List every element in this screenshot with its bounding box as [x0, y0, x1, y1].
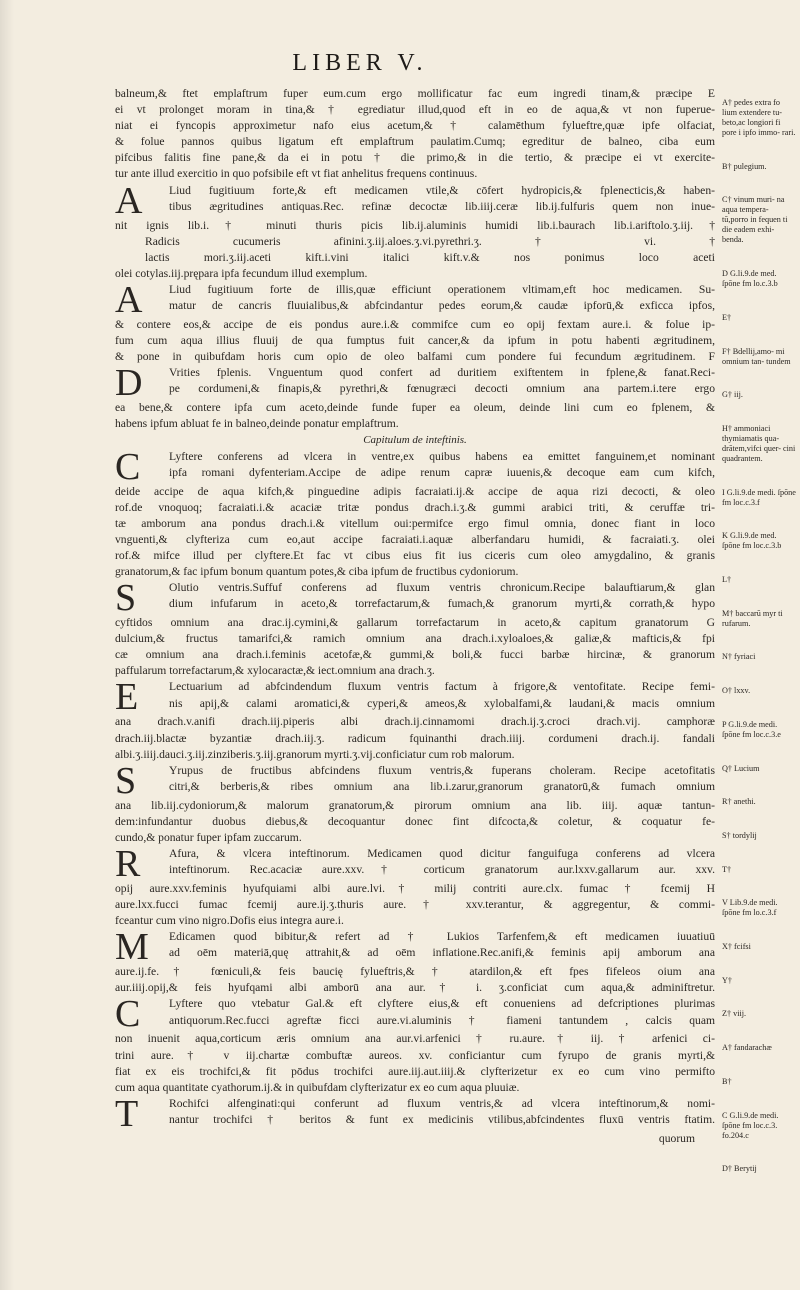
paragraph	[115, 580, 715, 615]
text-line: Liud fugitiuum forte de illis,quæ efficiunt operationem vltimam,eft hoc medicamen. Su-	[169, 282, 715, 296]
text-line: ei vt prolonget moram in tina,& † egrediatur illud,quod eft in eo de aqua,& vt non fuperue-	[115, 103, 715, 117]
margin-note: V Lib.9.de medi. ſpōne fm lo.c.3.f	[722, 898, 778, 918]
text-line: pifcibus falitis fine pane,& da ei in potu † die primo,& in die tertio, & præcipe ei vt exercite-	[115, 151, 715, 165]
text-line: Lyftere conferens ad vlcera in ventre,ex quibus habens ea emittet fanguinem,et nominant	[169, 449, 715, 463]
text-line: Liud fugitiuum forte,& eft medicamen vtile,& cōfert hydropicis,& fplenecticis,& haben-	[169, 183, 715, 197]
paragraph	[115, 1096, 715, 1131]
drop-capital: A	[115, 182, 143, 218]
text-line: granatorum,& fac ipfum bonum quantum potes,& ciba ipfum de fructibus cydoniorum.	[115, 564, 519, 578]
text-line: ad oēm materiā,quę attrahit,& ad oēm inflatione.Rec.anifi,& feminis apij amborum ana	[169, 946, 715, 960]
drop-capital: E	[115, 679, 139, 715]
main-text-column	[115, 86, 715, 1147]
text-line: antiquorum.Rec.fucci agreftæ ficci aure.vi.aluminis † fiameni tantundem , calcis quam	[169, 1013, 715, 1027]
margin-note: A† fandarachæ	[722, 1043, 772, 1053]
page-edge-shadow	[0, 0, 14, 1290]
text-line: Lyftere quo vtebatur Gal.& eft clyftere eius,& eft conueniens ad defcriptiones plurimas	[169, 997, 715, 1011]
running-head: LIBER V.	[292, 50, 428, 76]
text-line: nit ignis lib.i.† minuti thuris picis lib.ij.aluminis humidi lib.i.baurach lib.i.ariftolo.ʒ.iij.†	[115, 218, 715, 232]
paragraph	[115, 929, 715, 964]
text-line: balneum,& ftet emplaftrum fuper eum.cum ergo mollificatur fac eum ingredi tinam,& præcipe E	[115, 87, 715, 100]
text-line: rof.de vnoquoq; facraiati.i.& acaciæ tritæ pondus drach.i.ʒ.& gummi arabici triti, & ceruffæ tri-	[115, 500, 715, 514]
text-line: inteftinorum. Rec.acaciæ aure.xxv.† corticum granatorum aur.lxxv.gallarum aur. xxv.	[169, 863, 715, 877]
margin-note: Y†	[722, 975, 733, 985]
text-line: Radicis cucumeris afinini.ʒ.iij.aloes.ʒ.vi.pyrethri.ʒ. † vi. †	[145, 234, 715, 248]
text-line: nis apij,& calami aromatici,& cyperi,& ameos,& xylobalfami,& laudani,& macis omnium	[169, 696, 715, 710]
margin-note: G† iij.	[722, 390, 743, 400]
drop-capital: C	[115, 996, 141, 1032]
margin-note: K G.li.9.de med. ſpōne fm loc.c.3.b	[722, 531, 782, 551]
text-line: aure.lxx.fucci fumac fcemij aure.ij.ʒ.thuris aure.† xxv.terantur, & aggregentur, & commi-	[115, 898, 715, 912]
catchword: quorum	[658, 1131, 695, 1145]
paragraph	[115, 846, 715, 881]
margin-note: E†	[722, 312, 732, 322]
chapter-heading: Capitulum de inteftinis.	[363, 434, 467, 447]
paragraph	[115, 679, 715, 714]
text-line: citri,& berberis,& ribes omnium ana lib.i.zarur,granorum granatorū,& fumach omnium	[169, 779, 715, 793]
text-line: Olutio ventris.Suffuf conferens ad fluxum ventris chronicum.Recipe balauftiarum,& glan	[169, 581, 715, 595]
drop-capital: S	[115, 580, 137, 616]
paragraph	[115, 449, 715, 484]
margin-note: P G.li.9.de medi. ſpōne fm loc.c.3.e	[722, 719, 781, 739]
text-line: & pone in quibufdam horis cum opio de oleo balfami cum pondere fui fecundum ægritudinem. F	[115, 350, 715, 364]
margin-note: F† Bdellij,amo- mi omnium tan- tundem	[722, 346, 791, 366]
text-line: albi.ʒ.iiij.dauci.ʒ.iij.zinziberis.ʒ.iij.granorum myrti.ʒ.vij.conficiatur cum rob malorum.	[115, 747, 515, 761]
text-line: & contere eos,& accipe de eis pondus aure.i.& commifce cum eo opij fextam aure.i. & folue ip-	[115, 317, 715, 331]
paragraph	[115, 282, 715, 317]
text-line: tæ amborum ana pondus drach.i.& vitellum oui:permifce ergo fimul omnia, donec fiant in loco	[115, 516, 715, 530]
text-line: non inuenit aqua,corticum æris omnium ana aur.vi.arfenici † ru.aure.† iij. † arfenici ci-	[115, 1032, 715, 1046]
text-line: cæ omnium ana drach.i.feminis acetofæ,& gummi,& boli,& fucci barbæ hircinæ, & granorum	[115, 648, 715, 662]
text-line: tibus ægritudines antiquas.Rec. refinæ decoctæ lib.iiij.ceræ lib.ij.fulfuris quem non inue-	[169, 199, 715, 213]
text-line: pe cordumeni,& finapis,& pyrethri,& fœnugræci decocti omnium ana partem.i.tere ergo	[169, 382, 715, 396]
text-line: dem:infundantur duobus diebus,& decoquantur donec fint difcocta,& coletur, & coquatur fe-	[115, 814, 715, 828]
paragraph	[115, 183, 715, 218]
paragraph	[115, 365, 715, 400]
margin-note: S† tordylij	[722, 830, 757, 840]
margin-note: T†	[722, 864, 732, 874]
text-line: dium infufarum in aceto,& torrefactarum,& fumach,& granorum myrti,& corrath,& hypo	[169, 597, 715, 611]
text-line: Vrities fplenis. Vnguentum quod confert ad duritiem exiftentem in fplene,& fanat.Reci-	[169, 366, 715, 380]
text-line: fum cum aqua illius fluuij de qua fumptus fuit cancer,& da ipfum in potu habenti ægritudinem,	[115, 334, 715, 348]
text-line: ipfa romani dyfenteriam.Accipe de adipe renum capræ iuuenis,& decoque eam cum kifch,	[169, 465, 715, 479]
text-line: ea bene,& contere ipfa cum aceto,deinde funde fuper ea oleum, deinde lini cum eo fplenem, &	[115, 401, 715, 415]
margin-note: L†	[722, 575, 732, 585]
text-line: cum aqua quantitate cyathorum.ij.& in quibufdam clyfterizatur ex eo cum aqua pluuiæ.	[115, 1080, 520, 1094]
text-line: tur ante illud exercitio in quo pofsibile eft vt fiat anhelitus frequens continuus.	[115, 167, 478, 181]
text-line: Afura, & vlcera inteftinorum. Medicamen quod dicitur fanguifuga conferens ad vlcera	[169, 847, 715, 860]
margin-note: Q† Lucium	[722, 763, 760, 773]
margin-note: X† fcifsi	[722, 942, 751, 952]
text-line: cundo,& ponatur fuper ipfam zuccarum.	[115, 830, 302, 844]
margin-note: D† Berytij	[722, 1164, 757, 1174]
text-line: nantur trochifci † beritos & funt ex medicinis vtilibus,abfcindentes fluxū ventris ftatim.	[169, 1112, 715, 1126]
margin-note: B† pulegium.	[722, 161, 767, 171]
margin-note: H† ammoniaci thymiamatis qua- drātem,vifci quer- cini quadrantem.	[722, 423, 796, 463]
text-line: rof.& mifce illud per clyftere.Et fac vt cibus eius fit ius ciceris cum oleo amygdalino, & granis	[115, 548, 715, 562]
text-line: niat ei fyncopis approximetur nafo eius acetum,& † calamēthum fylueftre,quæ ipfe olfaciat,	[115, 119, 715, 133]
text-line: dulcium,& fructus tamarifci,& ramich omnium ana drach.i.xyloaloes,& galiæ,& mafticis,& fpi	[115, 632, 715, 646]
text-line: cyftidos omnium ana drac.ij.cymini,& gallarum torrefactarum in aceto,& capitum granatorum G	[115, 616, 715, 630]
text-line: drach.iij.blactæ byzantiæ drach.iij.ʒ. radicum fquinanthi drach.iiij. cordumeni drach.ij. fandali	[115, 731, 715, 745]
text-line: lactis mori.ʒ.iij.aceti kift.i.vini italici kift.v.& nos ponimus loco aceti	[145, 250, 715, 264]
margin-note: A† pedes extra fo lium extendere tu- beto,ac longiori fi pore i ipfo immo- rari.	[722, 98, 796, 137]
drop-capital: S	[115, 762, 137, 798]
margin-note: C G.li.9.de medi. ſpōne fm loc.c.3. fo.204.c	[722, 1110, 779, 1140]
text-line: Edicamen quod bibitur,& refert ad † Lukios Tarfenfem,& eft medicamen iuuatiuū	[169, 930, 715, 944]
text-line: paffularum torrefactarum,& xylocaractæ,& iect.omnium ana drach.ʒ.	[115, 664, 435, 678]
text-line: olei cotylas.iij.prępara ipfa fecundum illud exemplum.	[115, 266, 368, 280]
drop-capital: T	[115, 1095, 139, 1131]
margin-note: C† vinum muri- na aqua tempera- tū,porro in fequen ti die eadem exhi- benda.	[722, 195, 788, 245]
text-line: ana lib.iij.cydoniorum,& malorum granatorum,& pirorum omnium ana lib. iiij. aquæ tantun-	[115, 798, 715, 812]
margin-note: R† anethi.	[722, 797, 756, 807]
text-line: fiat ex eis trochifci,& fit pōdus trochifci aure.iij.aut.iiij.& clyfterizetur ex eo cum vino permifto	[115, 1064, 715, 1078]
text-line: Lectuarium ad abfcindendum fluxum ventris factum à frigore,& ventofitate. Recipe femi-	[169, 680, 715, 694]
margin-note: D G.li.9.de med. ſpōne fm lo.c.3.b	[722, 269, 778, 289]
text-line: Yrupus de fructibus abfcindens fluxum ventris,& fuperans choleram. Recipe acetofitatis	[169, 763, 715, 777]
text-line: opij aure.xxv.feminis hyufquiami albi aure.lvi.† milij contriti aure.clx. fumac † fcemij H	[115, 882, 715, 895]
text-line: ana drach.v.anifi drach.iij.piperis albi drach.ij.cinnamomi drach.ij.ʒ.croci drach.vij. camphoræ	[115, 715, 715, 729]
text-line: aur.iiij.opij,& feis hyufqami albi amborū ana aur.† i. ʒ.conficiat cum aqua,& adminiftretur.	[115, 981, 715, 995]
paragraph	[115, 763, 715, 798]
drop-capital: A	[115, 281, 143, 317]
text-line: trini aure.† v iij.chartæ combuftæ aureos. xv. conficiantur cum fyrupo de granis myrti,&	[115, 1048, 715, 1062]
text-line: fceantur cum vino nigro.Dofis eius integra aure.i.	[115, 914, 344, 928]
text-line: aure.ij.fe.† fœniculi,& feis baucię fylueftris,& † atardilon,& eft fpes fifeleos oium ana	[115, 965, 715, 979]
drop-capital: R	[115, 846, 141, 881]
margin-note: B†	[722, 1076, 732, 1086]
margin-note: O† lxxv.	[722, 686, 751, 696]
paragraph	[115, 996, 715, 1031]
drop-capital: M	[115, 929, 149, 965]
drop-capital: D	[115, 365, 143, 401]
text-line: vnguenti,& clyfteriza cum eo,aut accipe facraiati.i.aquæ alberfandaru humidi, & facraiati.ʒ. olei	[115, 532, 715, 546]
text-line: deide accipe de aqua kifch,& pinguedine adipis facraiati.ij.& accipe de aqua rizi decocti, & oleo	[115, 484, 715, 498]
text-line: habens ipfum abluat fe in balneo,deinde ponatur emplaftrum.	[115, 417, 399, 431]
margin-note: Z† viij.	[722, 1009, 747, 1019]
margin-note: M† baccarū myr ti rufarum.	[722, 608, 783, 628]
margin-note: I G.li.9.de medi. ſpōne fm loc.c.3.f	[722, 487, 796, 507]
margin-note: N† fyriaci	[722, 652, 756, 662]
text-line: matur de cancris fluuialibus,& abfcindantur pedes eorum,& caudæ ipforū,& exficca ipfos,	[169, 299, 715, 313]
drop-capital: C	[115, 448, 141, 484]
margin-notes-column	[722, 98, 796, 1198]
text-line: Rochifci alfenginati:qui conferunt ad fluxum ventris,& ad vlcera inteftinorum,& nomi-	[169, 1096, 715, 1110]
text-line: & folue pannos quibus ligatum eft emplaftrum paulatim.Cumq; egreditur de balneo, ciba eum	[115, 135, 715, 149]
